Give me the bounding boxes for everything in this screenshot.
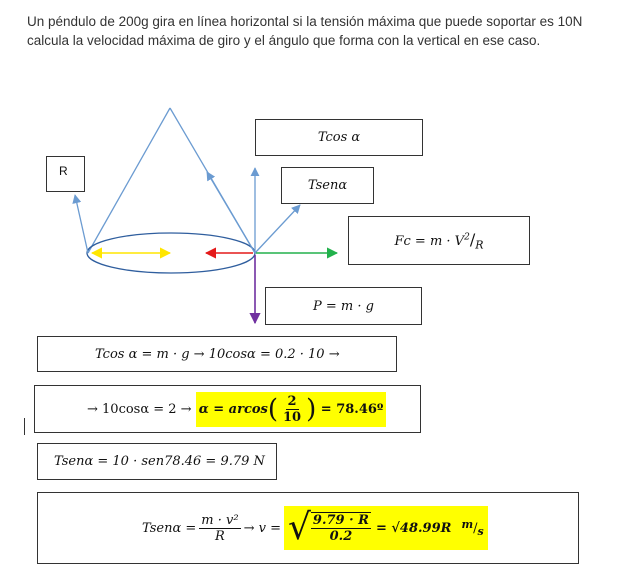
problem-line-2: calcula la velocidad máxima de giro y el ángulo que forma con la vertical en ese caso.: [27, 33, 541, 48]
tcos-label: Tcos α: [317, 130, 361, 145]
step-4-fraction-denominator: R: [215, 528, 225, 544]
step-4-sqrt-denominator: 0.2: [329, 529, 353, 544]
problem-line-1: Un péndulo de 200g gira en línea horizontal si la tensión máxima que puede soportar es 10N: [27, 14, 583, 29]
tension-vector-left: [75, 195, 88, 253]
step-4-fraction: [199, 513, 240, 544]
step-4-fraction-numerator: m · v²: [201, 512, 239, 528]
weight-label-box: [265, 287, 422, 325]
step-1-equation: Tcos α = m · g → 10cosα = 0.2 · 10 →: [95, 346, 340, 362]
step-2-numerator: 2: [287, 393, 297, 409]
step-4-sqrt-numerator: 9.79 · R: [312, 513, 369, 528]
tsen-vector: [255, 205, 300, 253]
step-4-lhs: Tsenα =: [142, 520, 197, 536]
sqrt-symbol: √: [287, 507, 311, 548]
tcos-label-box: [255, 119, 423, 156]
step-3-box: [37, 443, 277, 480]
centripetal-force-formula: [395, 230, 484, 252]
step-4-box: [37, 492, 579, 564]
fc-lhs: Fc = m · V: [394, 233, 465, 249]
string-left: [88, 108, 170, 253]
step-3-equation: Tsenα = 10 · sen78.46 = 9.79 N: [54, 454, 265, 469]
tsen-label: Tsenα: [307, 178, 348, 193]
step-4-highlight: [284, 506, 488, 550]
step-4-sqrt-fraction: [311, 512, 371, 544]
step-2-prefix: → 10cosα = 2 →: [87, 401, 196, 417]
step-2-result: = 78.46º: [320, 401, 384, 417]
fc-r: R: [475, 238, 484, 252]
step-2-box: [34, 385, 421, 433]
radius-label: R: [59, 164, 68, 178]
step-2-arcos: α = arcos: [198, 401, 268, 417]
text-cursor: [24, 418, 25, 435]
step-4-mid: = √48.99R: [375, 520, 452, 536]
fc-exponent: 2: [464, 232, 470, 243]
step-2-fraction: [281, 394, 303, 425]
weight-label: P = m · g: [313, 298, 374, 314]
velocity-unit: $^m/_s$: [461, 518, 484, 538]
tension-vector-string: [207, 172, 255, 253]
step-2-highlight: α = arcos( $\frac{2}{10}$ ) = 78.46º: [196, 392, 387, 427]
step-2-denominator: 10: [283, 409, 302, 425]
fc-slash: /: [469, 229, 476, 249]
radius-label-box: [46, 156, 85, 192]
step-4-arrow: → v =: [243, 520, 281, 536]
centripetal-force-box: [348, 216, 530, 265]
tsen-label-box: [281, 167, 374, 204]
step-1-box: [37, 336, 397, 372]
